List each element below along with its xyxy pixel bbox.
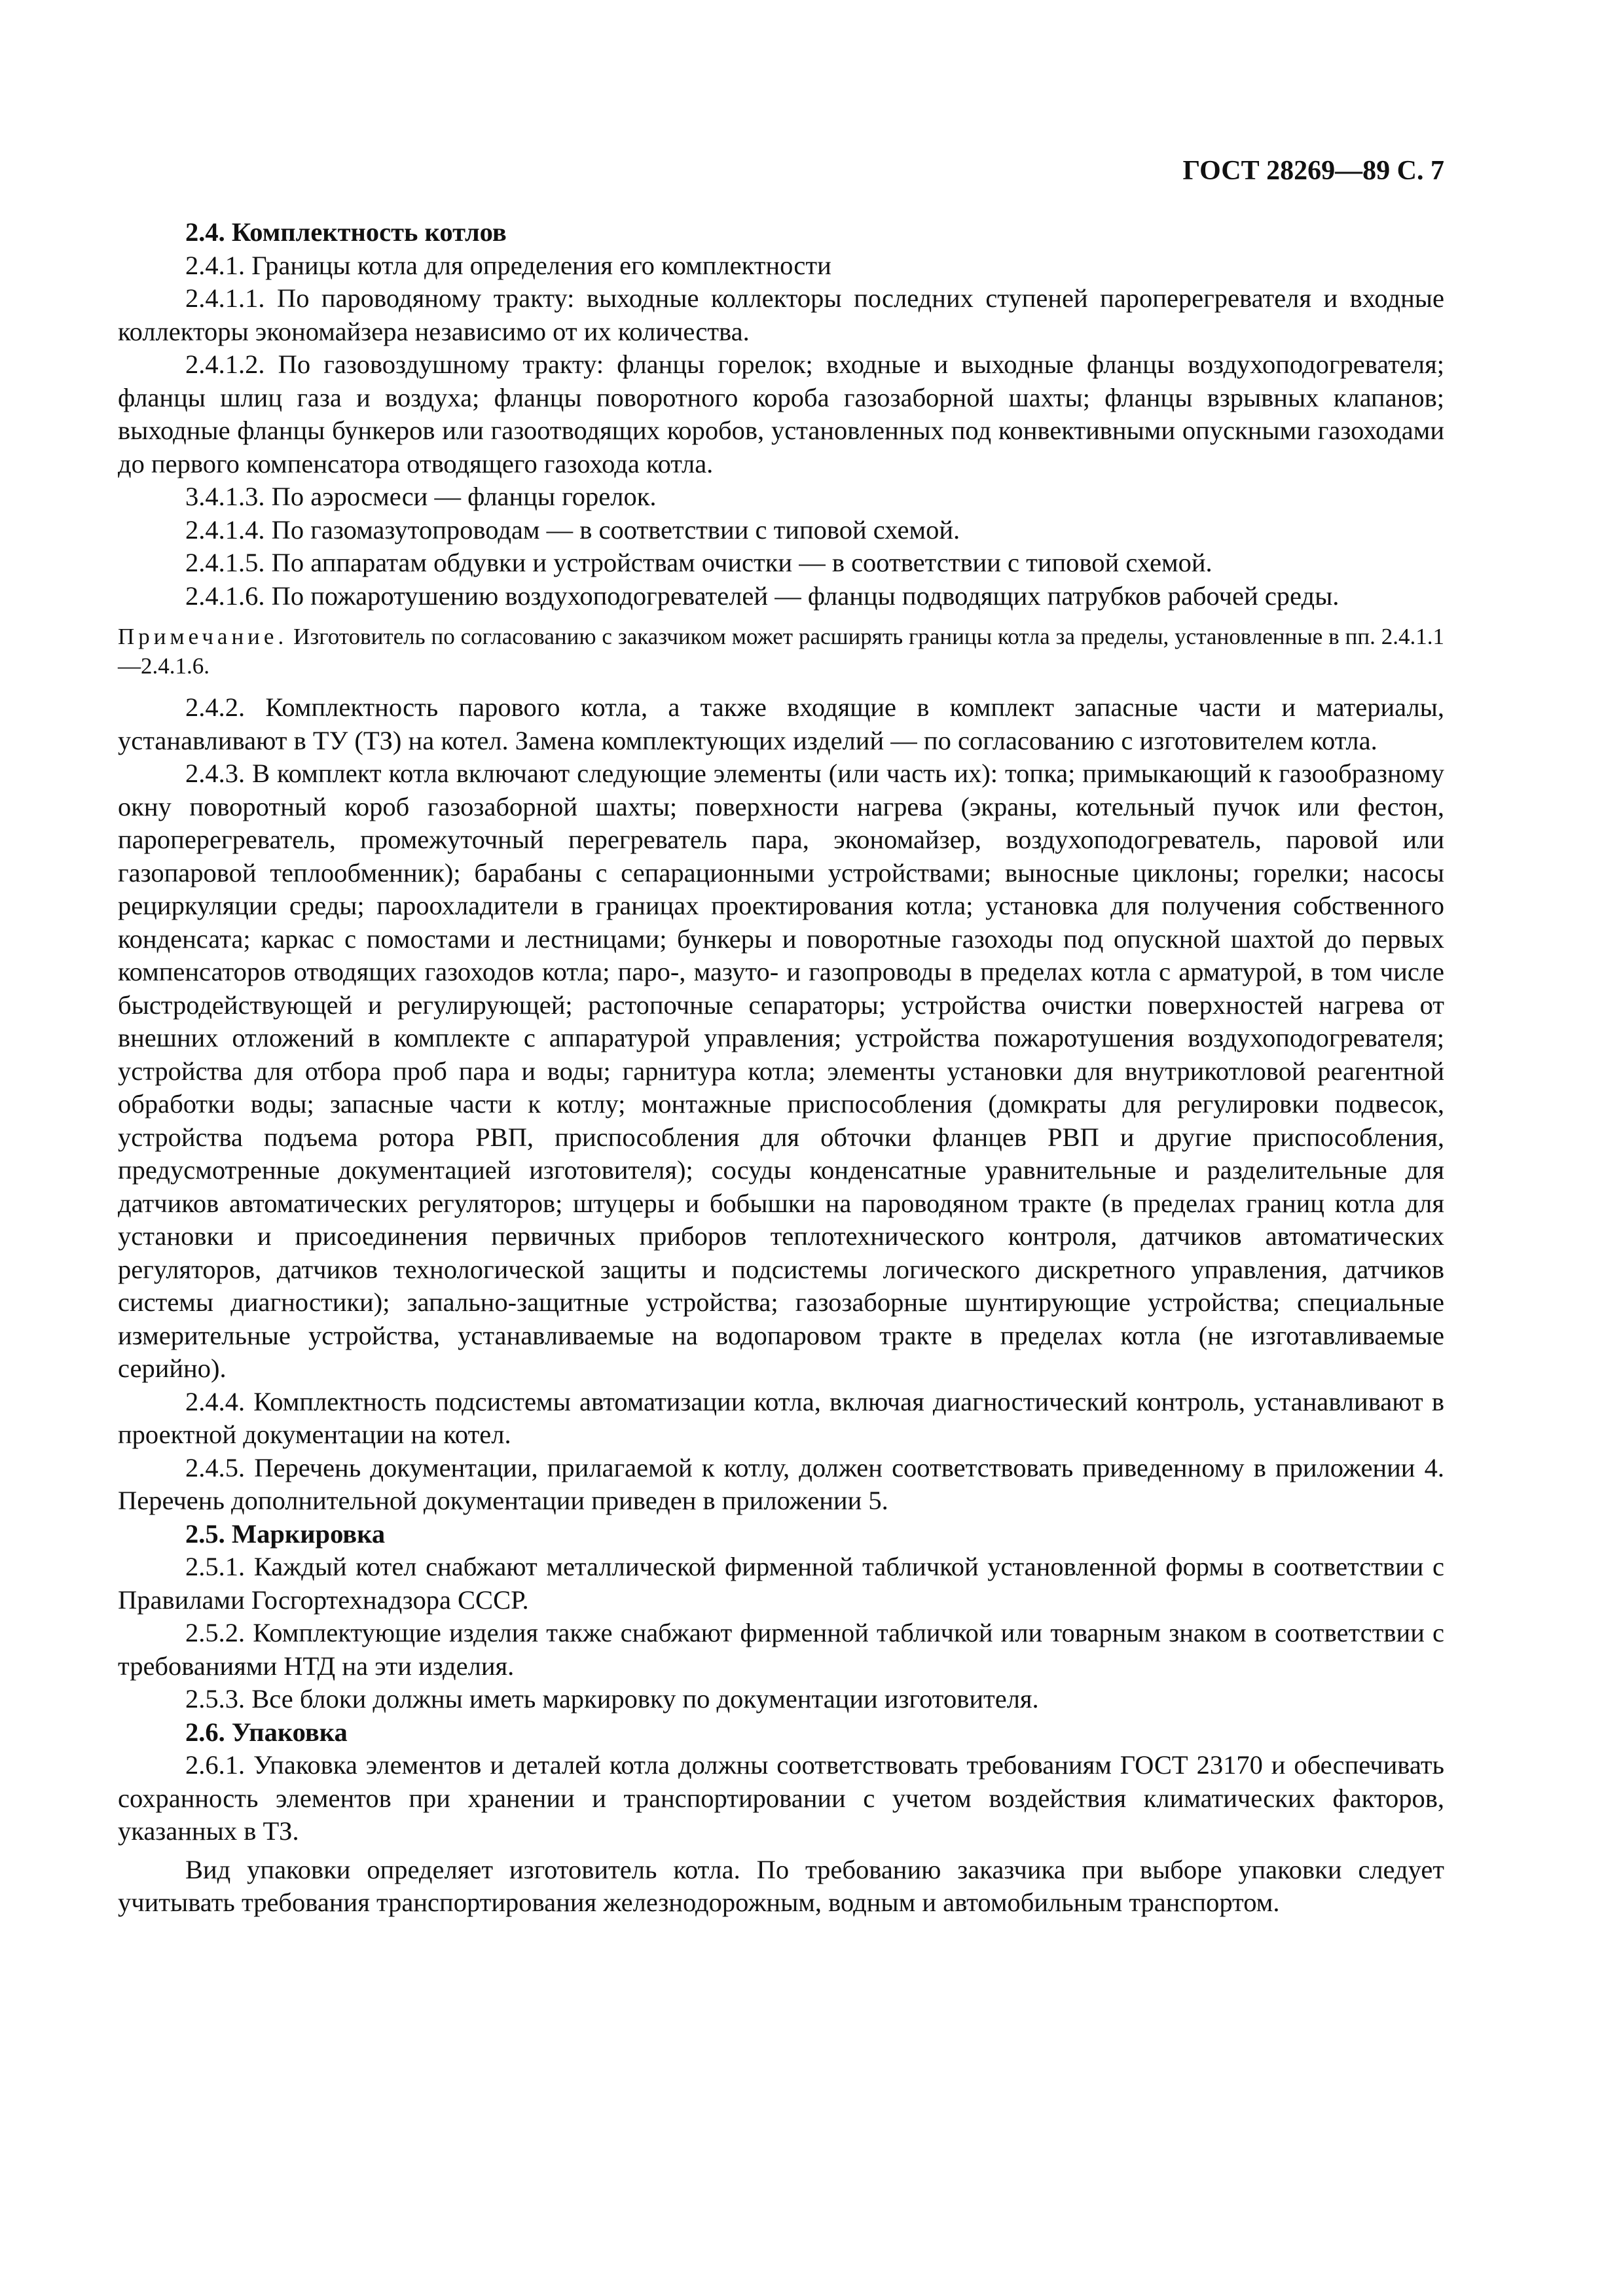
section-heading: 2.5. Маркировка [185,1518,386,1549]
note-label: Примечание. [118,624,288,649]
note-text: Изготовитель по согласованию с заказчиком может расширять границы котла за пределы, установленные в пп. 2.4.1.1—2.4.1.6. [118,624,1444,679]
paragraph: 2.4.5. Перечень документации, прилагаемой к котлу, должен соответствовать приведенному в приложении 4. Перечень дополнительной документации приведен в приложении 5. [118,1452,1444,1515]
paragraph: 2.4.1. Границы котла для определения его комплектности [185,250,831,280]
paragraph: 2.4.1.6. По пожаротушению воздухоподогревателей — фланцы подводящих патрубков рабочей среды. [185,581,1340,611]
paragraph: 2.4.4. Комплектность подсистемы автоматизации котла, включая диагностический контроль, устанавливают в проектной документации на котел. [118,1386,1444,1449]
page-header: ГОСТ 28269—89 С. 7 [1182,156,1444,186]
paragraph: 2.4.1.4. По газомазутопроводам — в соответствии с типовой схемой. [185,514,960,545]
paragraph: 2.4.1.5. По аппаратам обдувки и устройствам очистки — в соответствии с типовой схемой. [185,548,1213,577]
paragraph: 2.5.3. Все блоки должны иметь маркировку по документации изготовителя. [185,1684,1039,1713]
document-page [118,154,1444,1920]
paragraph: 2.4.3. В комплект котла включают следующие элементы (или часть их): топка; примыкающий к газообразному окну поворотный короб газозаборной шахты; поверхности нагрева (экраны, котельный пучок или фестон, пароперегреватель, промежуточный перегреватель пара, экономайзер, воздухоподогреватель, паровой или газопаровой теплообменник); барабаны с сепарационными устройствами; выносные циклоны; горелки; насосы рециркуляции среды; пароохладители в границах проектирования котла; установка для получения собственного конденсата; каркас с помостами и лестницами; бункеры и поворотные газоходы под опускной шахтой до первых компенсаторов отводящих газоходов котла; паро-, мазуто- и газопроводы в пределах котла с арматурой, в том числе быстродействующей и регулирующей; растопочные сепараторы; устройства очистки поверхностей нагрева от внешних отложений в комплекте с аппаратурой управления; устройства пожаротушения воздухоподогревателя; устройства для отбора проб пара и воды; гарнитура котла; элементы установки для внутрикотловой реагентной обработки воды; запасные части к котлу; монтажные приспособления (домкраты для регулировки подвесок, устройства подъема ротора РВП, приспособления для обточки фланцев РВП и другие приспособления, предусмотренные документацией изготовителя); сосуды конденсатные уравнительные и разделительные для датчиков автоматических регуляторов; штуцеры и бобышки на пароводяном тракте (в пределах границ котла для установки и присоединения первичных приборов теплотехнического контроля, датчиков автоматических регуляторов, датчиков технологической защиты и подсистемы логического дискретного управления, датчиков системы диагностики); запально-защитные устройства; газозаборные шунтирующие устройства; специальные измерительные устройства, устанавливаемые на водопаровом тракте в пределах котла (не изготавливаемые серийно). [118,759,1444,1383]
paragraph: 2.4.1.1. По пароводяному тракту: выходные коллекторы последних ступеней пароперегревателя и входные коллекторы экономайзера независимо от их количества. [118,283,1444,346]
section-heading: 2.6. Упаковка [185,1717,348,1747]
section-heading: 2.4. Комплектность котлов [185,217,507,247]
paragraph: 2.6.1. Упаковка элементов и деталей котла должны соответствовать требованиям ГОСТ 23170 и обеспечивать сохранность элементов при хранении и транспортировании с учетом воздействия климатических факторов, указанных в ТЗ. [118,1750,1444,1846]
paragraph: Вид упаковки определяет изготовитель котла. По требованию заказчика при выборе упаковки следует учитывать требования транспортирования железнодорожным, водным и автомобильным транспортом. [118,1854,1444,1917]
paragraph: 2.4.1.2. По газовоздушному тракту: фланцы горелок; входные и выходные фланцы воздухоподогревателя; фланцы шлиц газа и воздуха; фланцы поворотного короба газозаборной шахты; фланцы взрывных клапанов; выходные фланцы бункеров или газоотводящих коробов, установленных под конвективными опускными газоходами до первого компенсатора отводящего газохода котла. [118,350,1444,478]
paragraph: 2.5.2. Комплектующие изделия также снабжают фирменной табличкой или товарным знаком в соответствии с требованиями НТД на эти изделия. [118,1618,1444,1681]
paragraph: 2.4.2. Комплектность парового котла, а также входящие в комплект запасные части и материалы, устанавливают в ТУ (ТЗ) на котел. Замена комплектующих изделий — по согласованию с изготовителем котла. [118,692,1444,755]
paragraph: 2.5.1. Каждый котел снабжают металлической фирменной табличкой установленной формы в соответствии с Правилами Госгортехнадзора СССР. [118,1552,1444,1615]
note [118,622,1444,681]
paragraph: 3.4.1.3. По аэросмеси — фланцы горелок. [185,482,657,511]
